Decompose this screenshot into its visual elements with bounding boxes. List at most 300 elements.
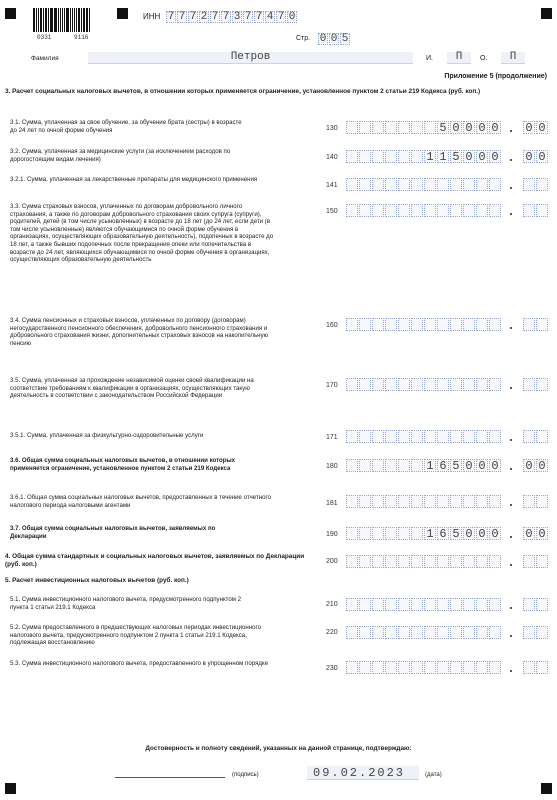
amount-digit-cell <box>359 430 371 443</box>
amount-digit-cell <box>463 430 475 443</box>
amount-digit-cell <box>489 555 501 568</box>
section-4-title: 4. Общая сумма стандартных и социальных налоговых вычетов, заявляемых по Декларации (руб. коп.) <box>5 553 305 568</box>
amount-digit-cell <box>476 378 488 391</box>
barcode-number-right: 9116 <box>74 34 89 41</box>
amount-digit-cell <box>346 378 358 391</box>
amount-digit-cell: 0 <box>489 459 501 472</box>
amount-digit-cell <box>346 178 358 191</box>
section-5-title: 5. Расчет инвестиционных налоговых вычетов (руб. коп.) <box>5 577 189 584</box>
amount-kopecks-field[interactable] <box>523 150 549 163</box>
row-label: 3.6.1. Общая сумма социальных налоговых вычетов, предоставленных в течение отчетного налогового периода налоговыми агентами <box>10 494 271 509</box>
amount-digit-cell <box>411 661 423 674</box>
kopeck-digit-cell: 0 <box>523 459 535 472</box>
kopeck-digit-cell: 0 <box>523 527 535 540</box>
digit-cell: 7 <box>189 11 197 23</box>
amount-digit-cell: 0 <box>463 459 475 472</box>
amount-digit-cell <box>346 598 358 611</box>
appendix-label: Приложение 5 (продолжение) <box>444 73 547 80</box>
amount-digit-cell <box>372 378 384 391</box>
amount-digit-cell <box>489 318 501 331</box>
amount-digit-cell <box>411 598 423 611</box>
amount-kopecks-field[interactable] <box>523 661 549 674</box>
kopeck-digit-cell <box>536 495 548 508</box>
digit-cell: 7 <box>167 11 175 23</box>
amount-rubles-field[interactable] <box>346 626 502 639</box>
amount-digit-cell <box>450 626 462 639</box>
amount-digit-cell <box>424 598 436 611</box>
amount-digit-cell <box>489 204 501 217</box>
amount-digit-cell <box>489 430 501 443</box>
amount-digit-cell <box>411 626 423 639</box>
amount-digit-cell <box>346 661 358 674</box>
amount-digit-cell <box>372 661 384 674</box>
amount-digit-cell <box>346 318 358 331</box>
amount-digit-cell <box>437 598 449 611</box>
amount-digit-cell: 1 <box>424 459 436 472</box>
row-label: 3.2.1. Сумма, уплаченная за лекарственные препараты для медицинского применения <box>10 176 258 183</box>
confirmation-text: Достоверность и полноту сведений, указанных на данной странице, подтверждаю: <box>145 745 412 752</box>
amount-rubles-field[interactable] <box>346 204 502 217</box>
amount-digit-cell <box>450 555 462 568</box>
amount-digit-cell <box>346 495 358 508</box>
amount-digit-cell <box>463 495 475 508</box>
inn-field[interactable] <box>166 11 298 23</box>
amount-digit-cell <box>437 430 449 443</box>
amount-digit-cell <box>424 378 436 391</box>
inn-label: ИНН <box>143 12 161 21</box>
amount-digit-cell <box>411 204 423 217</box>
amount-digit-cell <box>398 555 410 568</box>
row-label: 3.1. Сумма, уплаченная за свое обучение, за обучение брата (сестры) в возрасте до 24 лет по очной форме обучения <box>10 119 242 134</box>
amount-digit-cell: 0 <box>463 121 475 134</box>
amount-digit-cell <box>463 178 475 191</box>
amount-digit-cell <box>437 378 449 391</box>
row-code: 130 <box>326 125 338 132</box>
amount-digit-cell <box>463 318 475 331</box>
decimal-separator <box>510 670 512 672</box>
amount-digit-cell <box>489 598 501 611</box>
amount-digit-cell: 0 <box>489 150 501 163</box>
row-code: 160 <box>326 322 338 329</box>
amount-digit-cell <box>463 661 475 674</box>
amount-digit-cell: 0 <box>476 121 488 134</box>
amount-digit-cell <box>385 555 397 568</box>
amount-digit-cell <box>463 598 475 611</box>
amount-digit-cell <box>385 495 397 508</box>
kopeck-digit-cell <box>523 661 535 674</box>
kopeck-digit-cell: 0 <box>536 121 548 134</box>
amount-digit-cell <box>450 204 462 217</box>
amount-digit-cell <box>489 378 501 391</box>
row-code: 210 <box>326 601 338 608</box>
amount-digit-cell: 0 <box>476 527 488 540</box>
amount-digit-cell <box>411 318 423 331</box>
amount-rubles-field[interactable] <box>346 495 502 508</box>
amount-digit-cell <box>372 204 384 217</box>
amount-digit-cell <box>398 150 410 163</box>
amount-digit-cell <box>346 150 358 163</box>
amount-rubles-field[interactable] <box>346 178 502 191</box>
corner-marker-top-left <box>5 8 16 19</box>
amount-digit-cell <box>424 555 436 568</box>
page-field[interactable] <box>318 33 351 45</box>
amount-digit-cell <box>372 318 384 331</box>
amount-digit-cell <box>489 495 501 508</box>
amount-digit-cell <box>359 318 371 331</box>
initial-o-label: О. <box>480 55 488 62</box>
kopeck-digit-cell <box>523 178 535 191</box>
amount-digit-cell <box>372 555 384 568</box>
row-label: 3.7. Общая сумма социальных налоговых вычетов, заявляемых по Декларации <box>10 525 216 540</box>
amount-digit-cell <box>372 121 384 134</box>
amount-digit-cell <box>359 495 371 508</box>
corner-marker-top-right <box>541 8 552 19</box>
amount-digit-cell <box>398 178 410 191</box>
amount-digit-cell <box>411 378 423 391</box>
amount-digit-cell <box>359 121 371 134</box>
decimal-separator <box>510 159 512 161</box>
amount-digit-cell <box>398 459 410 472</box>
amount-rubles-field[interactable] <box>346 378 502 391</box>
amount-rubles-field[interactable] <box>346 459 502 472</box>
amount-digit-cell <box>359 178 371 191</box>
amount-digit-cell <box>398 378 410 391</box>
amount-kopecks-field[interactable] <box>523 430 549 443</box>
amount-digit-cell <box>463 378 475 391</box>
amount-digit-cell <box>476 178 488 191</box>
digit-cell: 7 <box>222 11 230 23</box>
amount-digit-cell <box>411 178 423 191</box>
amount-digit-cell <box>450 430 462 443</box>
kopeck-digit-cell <box>536 661 548 674</box>
amount-digit-cell <box>372 150 384 163</box>
amount-digit-cell: 0 <box>489 121 501 134</box>
amount-digit-cell <box>450 598 462 611</box>
kopeck-digit-cell <box>523 318 535 331</box>
kopeck-digit-cell <box>523 598 535 611</box>
row-label: 3.5. Сумма, уплаченная за прохождение независимой оценки своей квалификации на соответствие требованиям к квалификации в организациях, осуществляющих такую деятельность в соответствии с законодательством Российской Федерации <box>10 377 254 400</box>
amount-digit-cell <box>372 178 384 191</box>
amount-digit-cell <box>385 150 397 163</box>
amount-digit-cell <box>359 661 371 674</box>
decimal-separator <box>510 327 512 329</box>
amount-digit-cell <box>372 495 384 508</box>
amount-digit-cell <box>450 661 462 674</box>
amount-digit-cell <box>359 150 371 163</box>
amount-digit-cell <box>411 430 423 443</box>
amount-digit-cell <box>476 661 488 674</box>
amount-digit-cell <box>437 661 449 674</box>
decimal-separator <box>510 607 512 609</box>
date-label: (дата) <box>425 772 442 778</box>
kopeck-digit-cell: 0 <box>536 527 548 540</box>
amount-kopecks-field[interactable] <box>523 318 549 331</box>
amount-kopecks-field[interactable] <box>523 626 549 639</box>
decimal-separator <box>510 504 512 506</box>
amount-digit-cell <box>372 459 384 472</box>
amount-digit-cell <box>359 527 371 540</box>
row-label: 3.6. Общая сумма социальных налоговых вычетов, в отношении которых применяется ограничение, установленное пунктом 2 статьи 219 Кодекса <box>10 457 236 472</box>
amount-digit-cell <box>437 178 449 191</box>
amount-kopecks-field[interactable] <box>523 495 549 508</box>
amount-digit-cell: 5 <box>450 459 462 472</box>
amount-digit-cell <box>489 626 501 639</box>
row-code: 141 <box>326 182 338 189</box>
kopeck-digit-cell <box>523 555 535 568</box>
amount-digit-cell <box>411 495 423 508</box>
amount-digit-cell <box>424 661 436 674</box>
amount-digit-cell <box>385 121 397 134</box>
barcode-number-left: 0331 <box>37 34 52 41</box>
amount-digit-cell <box>411 555 423 568</box>
amount-digit-cell <box>450 378 462 391</box>
amount-kopecks-field[interactable] <box>523 178 549 191</box>
amount-digit-cell <box>398 495 410 508</box>
page-label: Стр. <box>296 35 311 42</box>
surname-label: Фамилия <box>31 55 59 62</box>
kopeck-digit-cell <box>536 378 548 391</box>
amount-digit-cell <box>476 204 488 217</box>
amount-rubles-field[interactable] <box>346 318 502 331</box>
amount-digit-cell <box>359 598 371 611</box>
amount-digit-cell <box>346 527 358 540</box>
kopeck-digit-cell <box>523 626 535 639</box>
amount-digit-cell <box>372 430 384 443</box>
amount-digit-cell <box>372 527 384 540</box>
amount-digit-cell <box>463 626 475 639</box>
digit-cell: 3 <box>233 11 241 23</box>
amount-digit-cell: 0 <box>450 121 462 134</box>
kopeck-digit-cell: 0 <box>523 121 535 134</box>
row-code: 220 <box>326 629 338 636</box>
amount-digit-cell <box>463 204 475 217</box>
amount-digit-cell: 6 <box>437 459 449 472</box>
amount-digit-cell <box>385 204 397 217</box>
amount-digit-cell <box>346 555 358 568</box>
amount-digit-cell: 1 <box>437 150 449 163</box>
amount-digit-cell <box>424 318 436 331</box>
kopeck-digit-cell <box>523 430 535 443</box>
row-label: 3.2. Сумма, уплаченная за медицинские услуги (за исключением расходов по дорогостоящим видам лечения) <box>10 148 231 163</box>
kopeck-digit-cell: 0 <box>523 150 535 163</box>
decimal-separator <box>510 387 512 389</box>
row-label: 3.4. Сумма пенсионных и страховых взносов, уплаченных по договору (договорам) негосударственного пенсионного обеспечения, добровольного пенсионного страхования и добровольного страхования жизни, дополнительных страховых взносов на накопительную пенсию <box>10 317 269 347</box>
corner-marker-mid-left <box>117 8 128 19</box>
amount-digit-cell <box>398 121 410 134</box>
amount-kopecks-field[interactable] <box>523 555 549 568</box>
amount-digit-cell <box>424 178 436 191</box>
kopeck-digit-cell <box>523 204 535 217</box>
decimal-separator <box>510 130 512 132</box>
digit-cell: 7 <box>255 11 263 23</box>
row-code: 180 <box>326 463 338 470</box>
amount-digit-cell: 0 <box>476 459 488 472</box>
kopeck-digit-cell <box>536 555 548 568</box>
amount-kopecks-field[interactable] <box>523 598 549 611</box>
amount-digit-cell <box>450 318 462 331</box>
amount-digit-cell: 5 <box>437 121 449 134</box>
amount-digit-cell <box>411 527 423 540</box>
amount-digit-cell <box>476 318 488 331</box>
amount-digit-cell <box>372 626 384 639</box>
amount-digit-cell <box>424 430 436 443</box>
amount-rubles-field[interactable] <box>346 555 502 568</box>
row-code: 150 <box>326 208 338 215</box>
amount-digit-cell <box>359 378 371 391</box>
amount-digit-cell <box>437 626 449 639</box>
amount-digit-cell <box>398 598 410 611</box>
amount-digit-cell <box>359 555 371 568</box>
digit-cell: 7 <box>244 11 252 23</box>
kopeck-digit-cell <box>523 378 535 391</box>
row-label: 5.1. Сумма инвестиционного налогового вычета, предусмотренного подпунктом 2 пункта 1 статьи 219.1 Кодекса <box>10 596 242 611</box>
amount-digit-cell <box>385 626 397 639</box>
kopeck-digit-cell <box>523 495 535 508</box>
amount-digit-cell <box>411 459 423 472</box>
amount-digit-cell <box>346 430 358 443</box>
amount-rubles-field[interactable] <box>346 121 502 134</box>
amount-digit-cell <box>411 150 423 163</box>
amount-digit-cell: 0 <box>463 150 475 163</box>
amount-kopecks-field[interactable] <box>523 378 549 391</box>
amount-digit-cell <box>346 459 358 472</box>
amount-digit-cell <box>437 204 449 217</box>
initial-o-field[interactable]: П <box>501 52 525 64</box>
amount-rubles-field[interactable] <box>346 150 502 163</box>
kopeck-digit-cell <box>536 178 548 191</box>
decimal-separator <box>510 564 512 566</box>
digit-cell: 0 <box>330 33 338 45</box>
signature-label: (подпись) <box>232 772 259 778</box>
amount-digit-cell <box>463 555 475 568</box>
digit-cell: 0 <box>288 11 296 23</box>
amount-digit-cell: 0 <box>463 527 475 540</box>
amount-digit-cell <box>437 555 449 568</box>
amount-digit-cell <box>450 178 462 191</box>
amount-rubles-field[interactable] <box>346 430 502 443</box>
amount-digit-cell <box>424 121 436 134</box>
kopeck-digit-cell <box>536 204 548 217</box>
amount-digit-cell <box>489 661 501 674</box>
kopeck-digit-cell <box>536 598 548 611</box>
amount-digit-cell <box>359 459 371 472</box>
amount-digit-cell: 1 <box>424 150 436 163</box>
amount-digit-cell <box>385 430 397 443</box>
amount-digit-cell <box>437 318 449 331</box>
signature-line[interactable] <box>115 768 225 778</box>
decimal-separator <box>510 213 512 215</box>
amount-digit-cell <box>385 318 397 331</box>
amount-rubles-field[interactable] <box>346 661 502 674</box>
initial-i-label: И. <box>426 55 433 62</box>
initial-i-field[interactable]: П <box>447 52 471 64</box>
decimal-separator <box>510 439 512 441</box>
barcode <box>33 8 91 32</box>
date-field[interactable]: 09.02.2023 <box>307 766 419 780</box>
row-code: 140 <box>326 154 338 161</box>
corner-marker-bottom-left <box>5 783 16 794</box>
amount-digit-cell <box>489 178 501 191</box>
amount-digit-cell <box>398 430 410 443</box>
amount-digit-cell <box>359 626 371 639</box>
amount-digit-cell <box>385 378 397 391</box>
amount-rubles-field[interactable] <box>346 598 502 611</box>
row-code: 181 <box>326 500 338 507</box>
kopeck-digit-cell: 0 <box>536 150 548 163</box>
row-label: 3.3. Сумма страховых взносов, уплаченных по договорам добровольного личного страхования, а также по договорам добровольного страхования своих супруга (супруги), родителей, детей (в том числе усыновленных) в возрасте до 18 лет (до 24 лет, если дети (в том числе усыновленные) являются обучающимися по очной форме обучения в организациях, осуществляющих образовательную деятельность), подопечных в возрасте до 18 лет, а также бывших подопечных после прекращения опеки или попечительства в возрасте до 24 лет, являющихся обучающимися по очной форме обучения в организациях, осуществляющих образовательную деятельность <box>10 203 274 264</box>
kopeck-digit-cell <box>536 626 548 639</box>
amount-digit-cell <box>476 598 488 611</box>
digit-cell: 4 <box>266 11 274 23</box>
amount-digit-cell: 5 <box>450 150 462 163</box>
amount-digit-cell <box>476 495 488 508</box>
row-label: 5.3. Сумма инвестиционного налогового вычета, предоставленного в упрощенном порядке <box>10 660 269 667</box>
amount-digit-cell <box>424 495 436 508</box>
amount-digit-cell <box>398 204 410 217</box>
amount-digit-cell: 6 <box>437 527 449 540</box>
amount-digit-cell: 0 <box>476 150 488 163</box>
corner-marker-bottom-right <box>541 783 552 794</box>
amount-digit-cell <box>398 626 410 639</box>
amount-digit-cell <box>359 204 371 217</box>
decimal-separator <box>510 635 512 637</box>
digit-cell: 5 <box>341 33 349 45</box>
kopeck-digit-cell: 0 <box>536 459 548 472</box>
amount-digit-cell <box>450 495 462 508</box>
amount-digit-cell <box>385 598 397 611</box>
decimal-separator <box>510 536 512 538</box>
kopeck-digit-cell <box>536 430 548 443</box>
row-code: 230 <box>326 665 338 672</box>
amount-digit-cell <box>424 626 436 639</box>
amount-digit-cell: 0 <box>489 527 501 540</box>
amount-digit-cell: 5 <box>450 527 462 540</box>
amount-digit-cell <box>398 661 410 674</box>
row-code: 200 <box>326 558 338 565</box>
amount-digit-cell <box>398 527 410 540</box>
amount-digit-cell <box>346 121 358 134</box>
amount-kopecks-field[interactable] <box>523 527 549 540</box>
digit-cell: 0 <box>319 33 327 45</box>
row-label: 3.5.1. Сумма, уплаченная за физкультурно-оздоровительные услуги <box>10 432 204 439</box>
row-code: 170 <box>326 382 338 389</box>
digit-cell: 2 <box>200 11 208 23</box>
amount-digit-cell <box>437 495 449 508</box>
amount-digit-cell <box>385 661 397 674</box>
amount-digit-cell <box>424 204 436 217</box>
amount-digit-cell: 1 <box>424 527 436 540</box>
digit-cell: 7 <box>211 11 219 23</box>
amount-digit-cell <box>346 626 358 639</box>
amount-rubles-field[interactable] <box>346 527 502 540</box>
amount-digit-cell <box>385 178 397 191</box>
amount-digit-cell <box>385 459 397 472</box>
amount-digit-cell <box>398 318 410 331</box>
section-3-title: 3. Расчет социальных налоговых вычетов, в отношении которых применяется ограничение, установленное пунктом 2 статьи 219 Кодекса (руб. коп.) <box>5 88 481 95</box>
amount-kopecks-field[interactable] <box>523 121 549 134</box>
decimal-separator <box>510 468 512 470</box>
amount-kopecks-field[interactable] <box>523 459 549 472</box>
digit-cell: 7 <box>277 11 285 23</box>
kopeck-digit-cell <box>536 318 548 331</box>
amount-digit-cell <box>346 204 358 217</box>
surname-field[interactable]: Петров <box>88 52 413 64</box>
amount-digit-cell <box>476 555 488 568</box>
amount-digit-cell <box>411 121 423 134</box>
amount-digit-cell <box>476 626 488 639</box>
row-code: 190 <box>326 531 338 538</box>
amount-kopecks-field[interactable] <box>523 204 549 217</box>
